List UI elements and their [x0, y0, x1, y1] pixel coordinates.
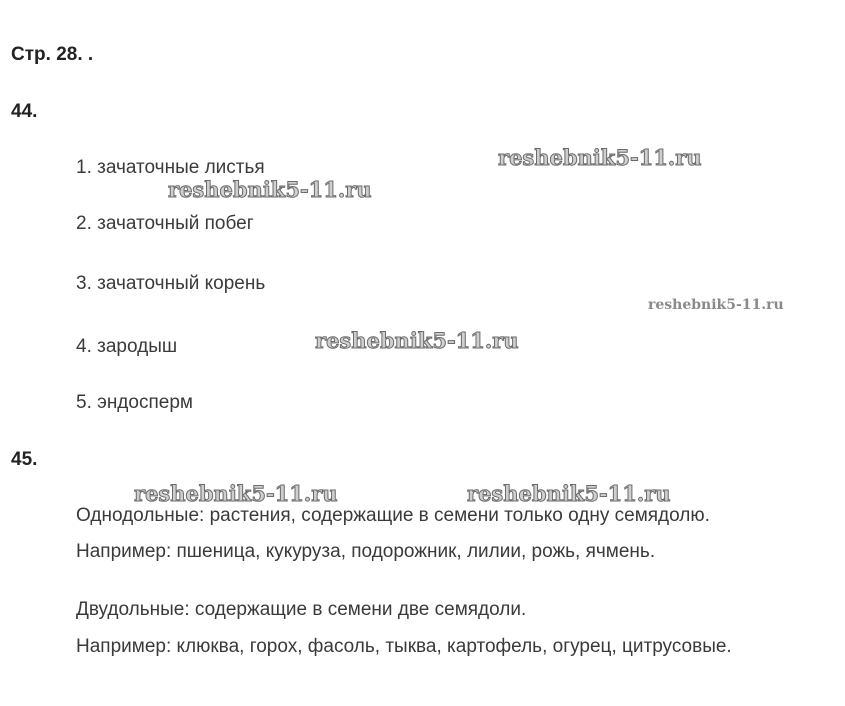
task-45-line-4: Например: клюква, горох, фасоль, тыква, картофель, огурец, цитрусовые.	[76, 636, 732, 657]
task-45-line-1: Однодольные: растения, содержащие в семени только одну семядолю.	[76, 505, 710, 526]
task-44-number: 44.	[11, 101, 38, 122]
task-44-item-3: 3. зачаточный корень	[76, 273, 266, 294]
watermark: reshebnik5-11.ru	[467, 481, 671, 506]
task-44-item-2: 2. зачаточный побег	[76, 213, 254, 234]
watermark: reshebnik5-11.ru	[315, 328, 519, 353]
task-45-number: 45.	[11, 449, 38, 470]
watermark: reshebnik5-11.ru	[498, 145, 702, 170]
task-44-item-1: 1. зачаточные листья	[76, 157, 265, 178]
task-45-line-3: Двудольные: содержащие в семени две семядоли.	[76, 599, 527, 620]
task-45-line-2: Например: пшеница, кукуруза, подорожник, лилии, рожь, ячмень.	[76, 541, 656, 562]
watermark: reshebnik5-11.ru	[648, 297, 784, 313]
watermark: reshebnik5-11.ru	[134, 481, 338, 506]
task-44-item-4: 4. зародыш	[76, 336, 178, 357]
watermark: reshebnik5-11.ru	[168, 177, 372, 202]
task-44-item-5: 5. эндосперм	[76, 392, 193, 413]
page-heading: Стр. 28. .	[11, 44, 94, 65]
